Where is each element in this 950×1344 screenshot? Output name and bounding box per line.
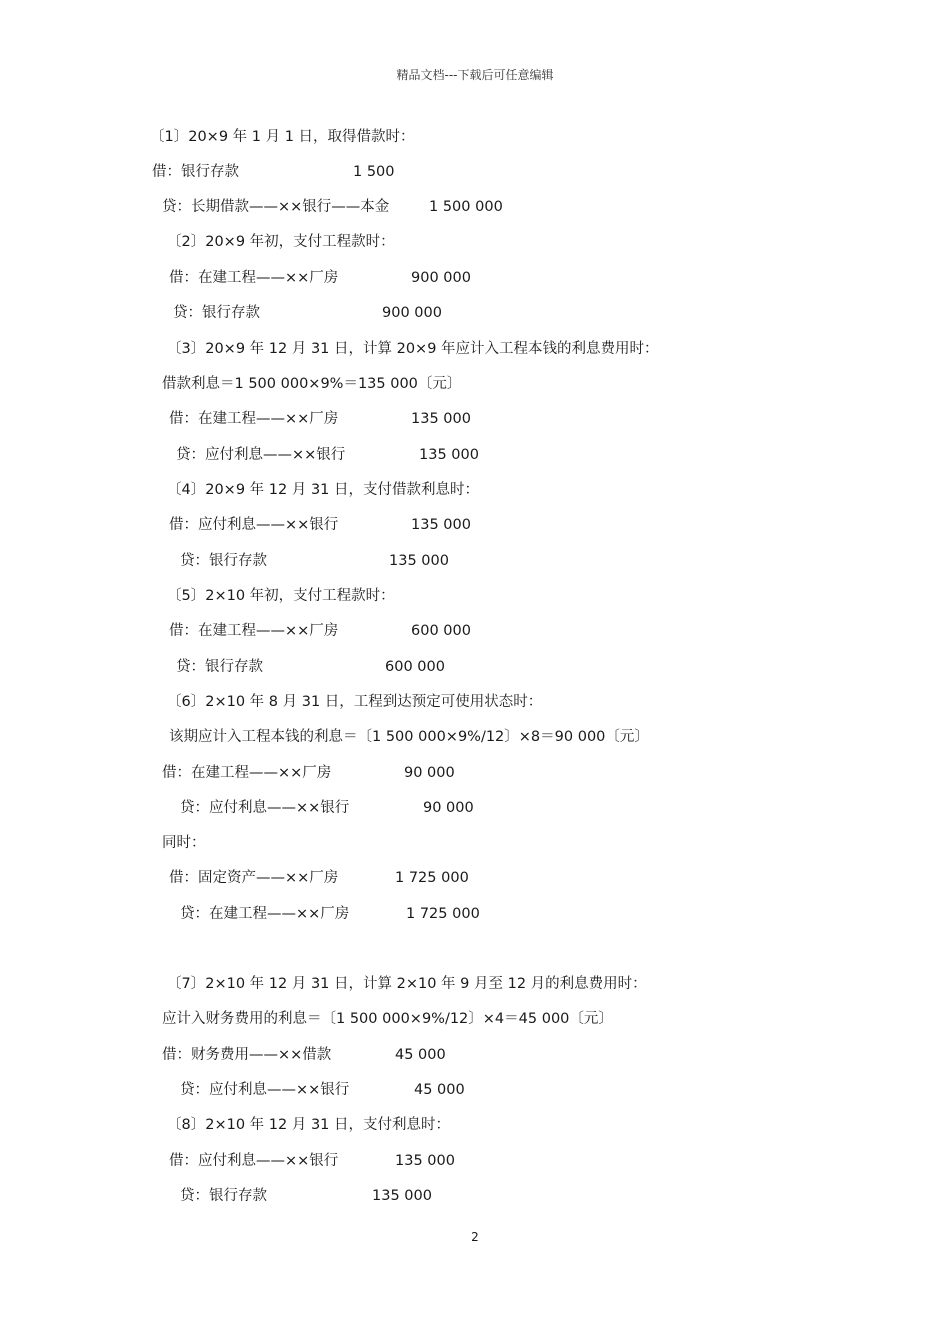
line-text: 〔3〕20×9 年 12 月 31 日，计算 20×9 年应计入工程本钱的利息费用时： [167, 341, 659, 357]
line-text: 贷：银行存款 [180, 1188, 267, 1204]
line-text: 〔6〕2×10 年 8 月 31 日，工程到达预定可使用状态时： [167, 694, 543, 710]
line-text: 借：在建工程——××厂房 [169, 411, 339, 427]
line-text: 同时： [162, 835, 206, 851]
line-amount: 1 500 000 [429, 199, 503, 215]
line-text: 贷：在建工程——××厂房 [180, 906, 350, 922]
line-text: 〔4〕20×9 年 12 月 31 日，支付借款利息时： [167, 482, 479, 498]
line-text: 借：在建工程——××厂房 [169, 623, 339, 639]
line-amount: 90 000 [423, 800, 474, 816]
line-amount: 45 000 [395, 1047, 446, 1063]
line-amount: 600 000 [385, 659, 445, 675]
line-amount: 1 725 000 [406, 906, 480, 922]
line-amount: 90 000 [404, 765, 455, 781]
page-header: 精品文档---下载后可任意编辑 [396, 68, 554, 82]
line-amount: 1 500 [353, 164, 395, 180]
line-text: 贷：应付利息——××银行 [180, 800, 350, 816]
line-amount: 900 000 [411, 270, 471, 286]
page-number: 2 [471, 1230, 479, 1244]
line-text: 借款利息＝1 500 000×9%＝135 000〔元〕 [162, 376, 462, 392]
line-text: 〔2〕20×9 年初，支付工程款时： [167, 234, 395, 250]
line-text: 借：在建工程——××厂房 [162, 765, 332, 781]
line-amount: 900 000 [382, 305, 442, 321]
line-amount: 600 000 [411, 623, 471, 639]
line-text: 借：财务费用——××借款 [162, 1047, 332, 1063]
line-text: 贷：银行存款 [176, 659, 263, 675]
line-amount: 135 000 [395, 1153, 455, 1169]
line-amount: 135 000 [372, 1188, 432, 1204]
line-amount: 1 725 000 [395, 870, 469, 886]
line-text: 〔1〕20×9 年 1 月 1 日，取得借款时： [150, 129, 415, 145]
line-text: 〔8〕2×10 年 12 月 31 日，支付利息时： [167, 1117, 450, 1133]
line-text: 贷：应付利息——××银行 [176, 447, 346, 463]
line-text: 该期应计入工程本钱的利息＝〔1 500 000×9%/12〕×8＝90 000〔元〕 [169, 729, 649, 745]
line-text: 借：应付利息——××银行 [169, 517, 339, 533]
line-text: 借：在建工程——××厂房 [169, 270, 339, 286]
line-amount: 135 000 [411, 411, 471, 427]
line-text: 〔7〕2×10 年 12 月 31 日，计算 2×10 年 9 月至 12 月的利息费用时： [167, 976, 647, 992]
line-text: 〔5〕2×10 年初，支付工程款时： [167, 588, 395, 604]
line-amount: 135 000 [419, 447, 479, 463]
line-amount: 135 000 [389, 553, 449, 569]
line-amount: 135 000 [411, 517, 471, 533]
line-text: 借：银行存款 [152, 164, 239, 180]
line-text: 借：固定资产——××厂房 [169, 870, 339, 886]
line-amount: 45 000 [414, 1082, 465, 1098]
line-text: 贷：长期借款——××银行——本金 [162, 199, 390, 215]
line-text: 贷：银行存款 [180, 553, 267, 569]
line-text: 应计入财务费用的利息＝〔1 500 000×9%/12〕×4＝45 000〔元〕 [162, 1011, 613, 1027]
line-text: 借：应付利息——××银行 [169, 1153, 339, 1169]
line-text: 贷：应付利息——××银行 [180, 1082, 350, 1098]
line-text: 贷：银行存款 [173, 305, 260, 321]
